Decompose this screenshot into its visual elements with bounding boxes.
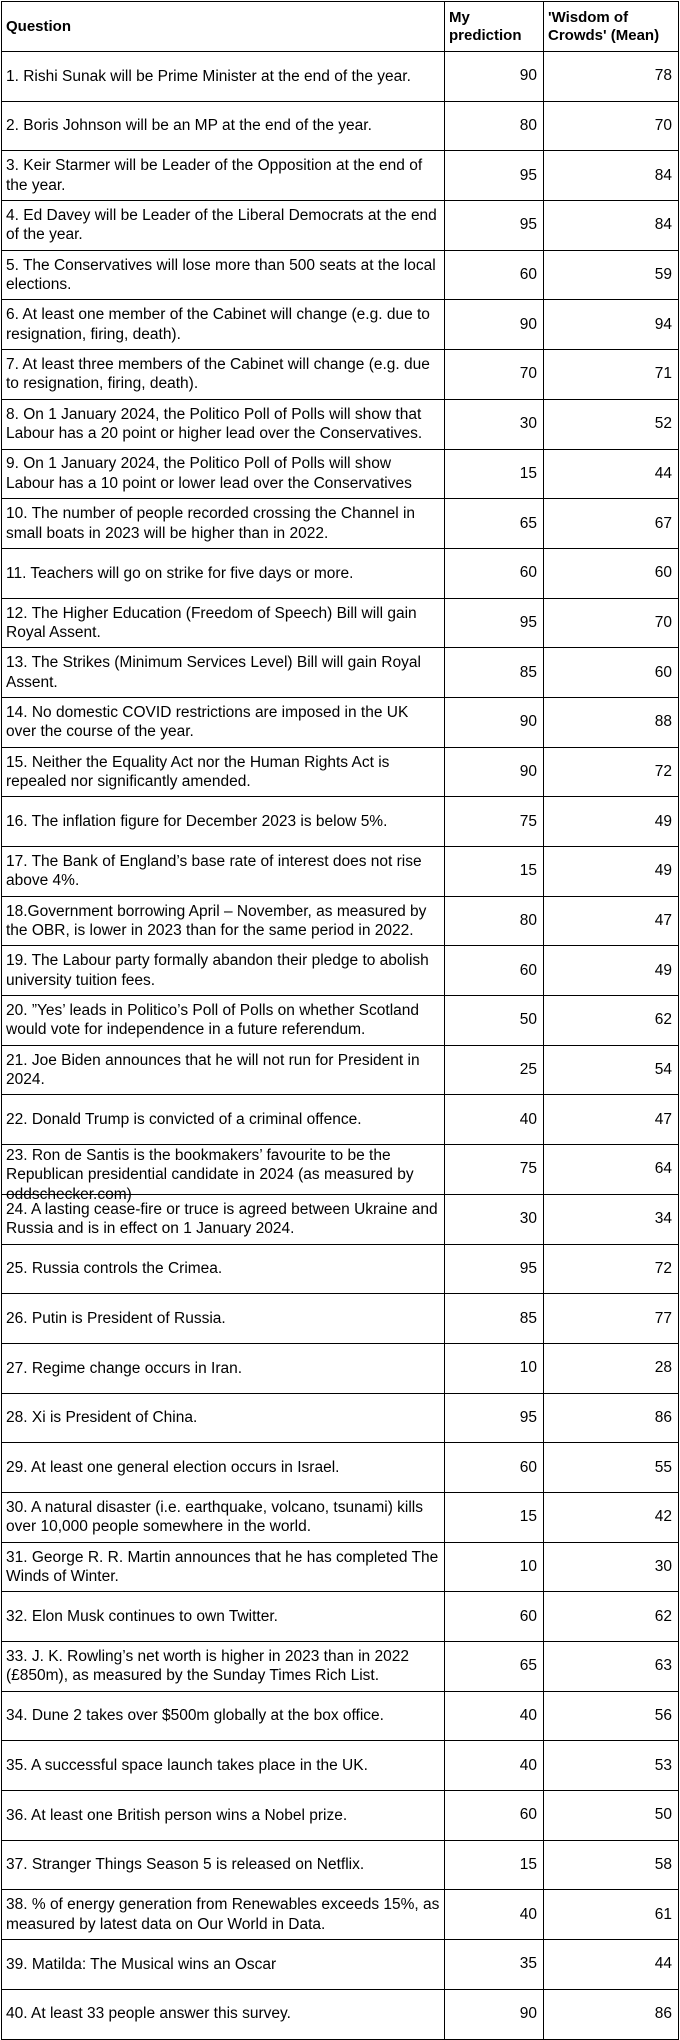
wisdom-of-crowds-cell: 47 [544, 1095, 679, 1145]
question-cell [2, 101, 445, 151]
question-text: 19. The Labour party formally abandon their pledge to abolish university tuition fees. [6, 952, 429, 989]
my-prediction-cell: 85 [445, 1294, 544, 1344]
question-cell [2, 449, 445, 499]
question-text: 8. On 1 January 2024, the Politico Poll of Polls will show that Labour has a 20 point or higher lead over the Conservatives. [6, 405, 423, 443]
header-question: Question [2, 2, 445, 52]
my-prediction-cell: 10 [445, 1343, 544, 1393]
question-text: 25. Russia controls the Crimea. [6, 1260, 223, 1278]
table-row [2, 1542, 679, 1592]
question-text: 31. George R. R. Martin announces that he has completed The Winds of Winter. [6, 1548, 439, 1585]
question-text: 11. Teachers will go on strike for five days or more. [6, 564, 354, 582]
wisdom-of-crowds-cell: 28 [544, 1343, 679, 1393]
my-prediction-cell: 65 [445, 499, 544, 549]
question-text: 26. Putin is President of Russia. [6, 1309, 226, 1327]
my-prediction-cell: 95 [445, 1393, 544, 1443]
my-prediction-cell: 90 [445, 747, 544, 797]
question-cell [2, 1791, 445, 1841]
table-row [2, 598, 679, 648]
wisdom-of-crowds-cell: 61 [544, 1890, 679, 1940]
question-cell [2, 201, 445, 251]
table-row [2, 1095, 679, 1145]
table-row [2, 1691, 679, 1741]
table-row [2, 1840, 679, 1890]
wisdom-of-crowds-cell: 44 [544, 1940, 679, 1990]
my-prediction-cell: 15 [445, 1840, 544, 1890]
my-prediction-cell: 65 [445, 1642, 544, 1692]
question-cell [2, 1492, 445, 1542]
wisdom-of-crowds-cell: 84 [544, 201, 679, 251]
question-cell [2, 548, 445, 598]
table-row [2, 548, 679, 598]
wisdom-of-crowds-cell: 49 [544, 797, 679, 847]
question-text: 20. ”Yes’ leads in Politico’s Poll of Polls on whether Scotland would vote for independence in a future referendum. [6, 1002, 419, 1039]
table-row [2, 300, 679, 350]
question-cell [2, 1443, 445, 1493]
question-text: 37. Stranger Things Season 5 is released on Netflix. [6, 1856, 365, 1874]
table-row [2, 201, 679, 251]
question-cell [2, 1989, 445, 2039]
wisdom-of-crowds-cell: 34 [544, 1194, 679, 1244]
wisdom-of-crowds-cell: 72 [544, 747, 679, 797]
wisdom-of-crowds-cell: 49 [544, 847, 679, 897]
question-cell [2, 996, 445, 1046]
wisdom-of-crowds-cell: 63 [544, 1642, 679, 1692]
question-cell [2, 648, 445, 698]
my-prediction-cell: 70 [445, 350, 544, 400]
question-cell [2, 847, 445, 897]
table-row [2, 1244, 679, 1294]
my-prediction-cell: 60 [445, 1791, 544, 1841]
table-row [2, 1393, 679, 1443]
question-text: 28. Xi is President of China. [6, 1409, 198, 1427]
question-text: 10. The number of people recorded crossing the Channel in small boats in 2023 will be higher than in 2022. [6, 505, 416, 542]
my-prediction-cell: 50 [445, 996, 544, 1046]
question-text: 6. At least one member of the Cabinet will change (e.g. due to resignation, firing, death). [6, 306, 430, 343]
table-row [2, 996, 679, 1046]
my-prediction-cell: 80 [445, 896, 544, 946]
question-cell [2, 896, 445, 946]
wisdom-of-crowds-cell: 44 [544, 449, 679, 499]
my-prediction-cell: 90 [445, 697, 544, 747]
table-row [2, 1294, 679, 1344]
question-cell [2, 52, 445, 102]
wisdom-of-crowds-cell: 72 [544, 1244, 679, 1294]
wisdom-of-crowds-cell: 70 [544, 101, 679, 151]
question-cell [2, 1940, 445, 1990]
question-text: 33. J. K. Rowling’s net worth is higher in 2023 than in 2022 (£850m), as measured by the Sunday Times Rich List. [6, 1647, 409, 1685]
question-cell [2, 1890, 445, 1940]
table-row [2, 1045, 679, 1095]
table-row [2, 1443, 679, 1493]
table-row [2, 1145, 679, 1195]
table-row [2, 847, 679, 897]
table-row [2, 151, 679, 201]
wisdom-of-crowds-cell: 52 [544, 399, 679, 449]
question-text: 40. At least 33 people answer this survey. [6, 2005, 291, 2023]
question-text: 38. % of energy generation from Renewables exceeds 15%, as measured by latest data on Our World in Data. [6, 1896, 440, 1933]
wisdom-of-crowds-cell: 60 [544, 648, 679, 698]
my-prediction-cell: 60 [445, 1592, 544, 1642]
question-text: 3. Keir Starmer will be Leader of the Opposition at the end of the year. [6, 157, 423, 194]
wisdom-of-crowds-cell: 71 [544, 350, 679, 400]
question-text: 18.Government borrowing April – November, as measured by the OBR, is lower in 2023 than for the same period in 2022. [6, 902, 427, 940]
my-prediction-cell: 60 [445, 1443, 544, 1493]
wisdom-of-crowds-cell: 84 [544, 151, 679, 201]
table-row [2, 250, 679, 300]
question-text: 7. At least three members of the Cabinet will change (e.g. due to resignation, firing, death). [6, 356, 430, 393]
wisdom-of-crowds-cell: 62 [544, 1592, 679, 1642]
table-row [2, 896, 679, 946]
my-prediction-cell: 40 [445, 1890, 544, 1940]
question-text: 5. The Conservatives will lose more than 500 seats at the local elections. [6, 256, 436, 294]
table-row [2, 1940, 679, 1990]
my-prediction-cell: 60 [445, 250, 544, 300]
wisdom-of-crowds-cell: 30 [544, 1542, 679, 1592]
question-text: 4. Ed Davey will be Leader of the Liberal Democrats at the end of the year. [6, 207, 437, 244]
my-prediction-cell: 80 [445, 101, 544, 151]
table-row [2, 1492, 679, 1542]
predictions-table [1, 1, 679, 2040]
question-text: 1. Rishi Sunak will be Prime Minister at the end of the year. [6, 67, 411, 85]
question-text: 35. A successful space launch takes place in the UK. [6, 1757, 368, 1775]
wisdom-of-crowds-cell: 42 [544, 1492, 679, 1542]
wisdom-of-crowds-cell: 78 [544, 52, 679, 102]
my-prediction-cell: 95 [445, 1244, 544, 1294]
wisdom-of-crowds-cell: 88 [544, 697, 679, 747]
question-text: 23. Ron de Santis is the bookmakers’ favourite to be the Republican presidential candidate in 2024 (as measured by oddschecker.com) [6, 1146, 414, 1203]
my-prediction-cell: 75 [445, 1145, 544, 1195]
question-text: 12. The Higher Education (Freedom of Speech) Bill will gain Royal Assent. [6, 604, 417, 641]
wisdom-of-crowds-cell: 86 [544, 1989, 679, 2039]
question-text: 36. At least one British person wins a Nobel prize. [6, 1806, 348, 1824]
my-prediction-cell: 90 [445, 52, 544, 102]
question-cell [2, 399, 445, 449]
table-row [2, 946, 679, 996]
table-row [2, 1989, 679, 2039]
header-my-prediction: My prediction [445, 2, 544, 52]
my-prediction-cell: 60 [445, 946, 544, 996]
table-row [2, 1194, 679, 1244]
question-cell [2, 1194, 445, 1244]
table-row [2, 747, 679, 797]
question-cell [2, 499, 445, 549]
my-prediction-cell: 40 [445, 1691, 544, 1741]
wisdom-of-crowds-cell: 77 [544, 1294, 679, 1344]
question-text: 9. On 1 January 2024, the Politico Poll of Polls will show Labour has a 10 point or lower lead over the Conservatives [6, 455, 412, 492]
question-text: 13. The Strikes (Minimum Services Level) Bill will gain Royal Assent. [6, 654, 421, 691]
wisdom-of-crowds-cell: 56 [544, 1691, 679, 1741]
my-prediction-cell: 75 [445, 797, 544, 847]
question-cell [2, 151, 445, 201]
my-prediction-cell: 95 [445, 598, 544, 648]
question-text: 39. Matilda: The Musical wins an Oscar [6, 1955, 277, 1973]
wisdom-of-crowds-cell: 70 [544, 598, 679, 648]
my-prediction-cell: 10 [445, 1542, 544, 1592]
my-prediction-cell: 30 [445, 399, 544, 449]
question-cell [2, 1045, 445, 1095]
question-cell [2, 946, 445, 996]
wisdom-of-crowds-cell: 59 [544, 250, 679, 300]
my-prediction-cell: 25 [445, 1045, 544, 1095]
wisdom-of-crowds-cell: 47 [544, 896, 679, 946]
wisdom-of-crowds-cell: 54 [544, 1045, 679, 1095]
question-text: 29. At least one general election occurs in Israel. [6, 1458, 340, 1476]
table-row [2, 1741, 679, 1791]
my-prediction-cell: 40 [445, 1095, 544, 1145]
wisdom-of-crowds-cell: 62 [544, 996, 679, 1046]
question-text: 22. Donald Trump is convicted of a criminal offence. [6, 1111, 362, 1129]
question-text: 17. The Bank of England’s base rate of interest does not rise above 4%. [6, 852, 422, 890]
question-text: 34. Dune 2 takes over $500m globally at the box office. [6, 1707, 384, 1725]
table-row [2, 1890, 679, 1940]
question-text: 15. Neither the Equality Act nor the Human Rights Act is repealed nor significantly amended. [6, 753, 390, 790]
question-cell [2, 1642, 445, 1692]
question-cell [2, 1393, 445, 1443]
question-cell [2, 300, 445, 350]
table-row [2, 350, 679, 400]
question-cell [2, 1343, 445, 1393]
table-row [2, 1642, 679, 1692]
my-prediction-cell: 15 [445, 449, 544, 499]
question-cell [2, 697, 445, 747]
wisdom-of-crowds-cell: 94 [544, 300, 679, 350]
my-prediction-cell: 40 [445, 1741, 544, 1791]
table-row [2, 797, 679, 847]
question-cell [2, 1592, 445, 1642]
question-text: 24. A lasting cease-fire or truce is agreed between Ukraine and Russia and is in effect on 1 January 2024. [6, 1200, 438, 1238]
my-prediction-cell: 35 [445, 1940, 544, 1990]
wisdom-of-crowds-cell: 86 [544, 1393, 679, 1443]
my-prediction-cell: 15 [445, 1492, 544, 1542]
question-cell [2, 1741, 445, 1791]
question-text: 30. A natural disaster (i.e. earthquake, volcano, tsunami) kills over 10,000 people somewhere in the world. [6, 1498, 423, 1536]
wisdom-of-crowds-cell: 67 [544, 499, 679, 549]
table-row [2, 499, 679, 549]
table-row [2, 1791, 679, 1841]
wisdom-of-crowds-cell: 64 [544, 1145, 679, 1195]
question-cell [2, 1095, 445, 1145]
my-prediction-cell: 90 [445, 1989, 544, 2039]
table-row [2, 52, 679, 102]
question-cell [2, 350, 445, 400]
table-row [2, 449, 679, 499]
my-prediction-cell: 60 [445, 548, 544, 598]
question-cell [2, 598, 445, 648]
my-prediction-cell: 95 [445, 201, 544, 251]
my-prediction-cell: 95 [445, 151, 544, 201]
question-cell [2, 1840, 445, 1890]
header-row [2, 2, 679, 52]
my-prediction-cell: 15 [445, 847, 544, 897]
wisdom-of-crowds-cell: 55 [544, 1443, 679, 1493]
question-cell [2, 747, 445, 797]
table-body [2, 52, 679, 2040]
my-prediction-cell: 85 [445, 648, 544, 698]
question-cell [2, 250, 445, 300]
table-row [2, 648, 679, 698]
question-cell [2, 1691, 445, 1741]
table-row [2, 1343, 679, 1393]
table-row [2, 101, 679, 151]
question-cell [2, 1542, 445, 1592]
question-text: 16. The inflation figure for December 2023 is below 5%. [6, 812, 388, 830]
question-cell [2, 1294, 445, 1344]
wisdom-of-crowds-cell: 58 [544, 1840, 679, 1890]
question-cell [2, 1145, 445, 1203]
question-text: 21. Joe Biden announces that he will not run for President in 2024. [6, 1051, 420, 1089]
wisdom-of-crowds-cell: 50 [544, 1791, 679, 1841]
wisdom-of-crowds-cell: 49 [544, 946, 679, 996]
header-wisdom-of-crowds: 'Wisdom of Crowds' (Mean) [544, 2, 679, 52]
my-prediction-cell: 30 [445, 1194, 544, 1244]
question-cell [2, 797, 445, 847]
table-row [2, 399, 679, 449]
wisdom-of-crowds-cell: 60 [544, 548, 679, 598]
table-row [2, 697, 679, 747]
question-text: 14. No domestic COVID restrictions are imposed in the UK over the course of the year. [6, 703, 409, 741]
my-prediction-cell: 90 [445, 300, 544, 350]
question-text: 32. Elon Musk continues to own Twitter. [6, 1607, 278, 1625]
wisdom-of-crowds-cell: 53 [544, 1741, 679, 1791]
question-text: 2. Boris Johnson will be an MP at the end of the year. [6, 117, 372, 135]
table-row [2, 1592, 679, 1642]
question-text: 27. Regime change occurs in Iran. [6, 1359, 243, 1377]
question-cell [2, 1244, 445, 1294]
